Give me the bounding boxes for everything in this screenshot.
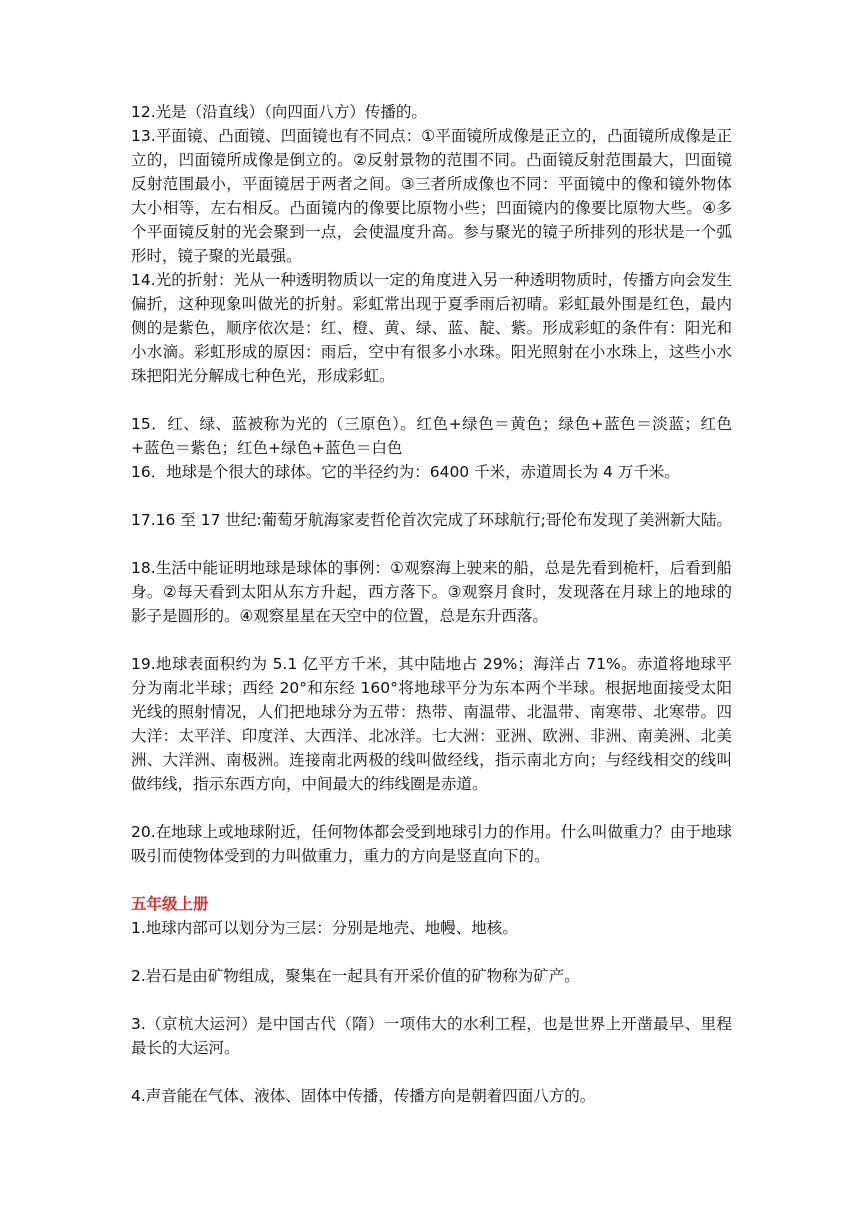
section-item-1: 1.地球内部可以划分为三层：分别是地壳、地幔、地核。 bbox=[131, 919, 518, 937]
spacer bbox=[131, 796, 732, 820]
spacer bbox=[131, 988, 732, 1012]
spacer bbox=[131, 628, 732, 652]
paragraph-13: 13.平面镜、凸面镜、凹面镜也有不同点：①平面镜所成像是正立的，凸面镜所成像是正立的，凹面镜所成像是倒立的。②反射景物的范围不同。凸面镜反射范围最大，凹面镜反射范围最小，平面镜居于两者之间。③三者所成像也不同：平面镜中的像和镜外物体大小相等，左右相反。凸面镜内的像要比原物小些；凹面镜内的像要比原物大些。④多个平面镜反射的光会聚到一点，会使温度升高。参与聚光的镜子所排列的形状是一个弧形时，镜子聚的光最强。 bbox=[131, 127, 732, 265]
paragraph-14: 14.光的折射：光从一种透明物质以一定的角度进入另一种透明物质时，传播方向会发生偏折，这种现象叫做光的折射。彩虹常出现于夏季雨后初晴。彩虹最外围是红色，最内侧的是紫色，顺序依次是：红、橙、黄、绿、蓝、靛、紫。形成彩虹的条件有：阳光和小水滴。彩虹形成的原因：雨后，空中有很多小水珠。阳光照射在小水珠上，这些小水珠把阳光分解成七种色光，形成彩虹。 bbox=[131, 271, 732, 385]
section-item-2: 2.岩石是由矿物组成，聚集在一起具有开采价值的矿物称为矿产。 bbox=[131, 967, 580, 985]
spacer bbox=[131, 868, 732, 892]
section-title-grade5-vol1: 五年级上册 bbox=[131, 895, 209, 913]
section-item-4: 4.声音能在气体、液体、固体中传播，传播方向是朝着四面八方的。 bbox=[131, 1087, 596, 1105]
spacer bbox=[131, 388, 732, 412]
paragraph-15: 15．红、绿、蓝被称为光的（三原色）。红色+绿色＝黄色；绿色+蓝色＝淡蓝；红色+蓝色＝紫色；红色+绿色+蓝色＝白色 bbox=[131, 415, 732, 457]
spacer bbox=[131, 940, 732, 964]
paragraph-17: 17.16 至 17 世纪:葡萄牙航海家麦哲伦首次完成了环球航行;哥伦布发现了美洲新大陆。 bbox=[131, 511, 732, 529]
paragraph-16: 16．地球是个很大的球体。它的半径约为：6400 千米，赤道周长为 4 万千米。 bbox=[131, 463, 680, 481]
paragraph-12: 12.光是（沿直线）（向四面八方）传播的。 bbox=[131, 103, 427, 121]
paragraph-19: 19.地球表面积约为 5.1 亿平方千米，其中陆地占 29%；海洋占 71%。赤道将地球平分为南北半球；西经 20°和东经 160°将地球平分为东本两个半球。根据地面接受太阳光线的照射情况，人们把地球分为五带：热带、南温带、北温带、南寒带、北寒带。四大洋：太平洋、印度洋、大西洋、北冰洋。七大洲：亚洲、欧洲、非洲、南美洲、北美洲、大洋洲、南极洲。连接南北两极的线叫做经线，指示南北方向；与经线相交的线叫做纬线，指示东西方向，中间最大的纬线圈是赤道。 bbox=[131, 655, 732, 793]
spacer bbox=[131, 484, 732, 508]
spacer bbox=[131, 532, 732, 556]
paragraph-18: 18.生活中能证明地球是球体的事例：①观察海上驶来的船，总是先看到桅杆，后看到船身。②每天看到太阳从东方升起，西方落下。③观察月食时，发现落在月球上的地球的影子是圆形的。④观察星星在天空中的位置，总是东升西落。 bbox=[131, 559, 732, 625]
paragraph-20: 20.在地球上或地球附近，任何物体都会受到地球引力的作用。什么叫做重力？由于地球吸引而使物体受到的力叫做重力，重力的方向是竖直向下的。 bbox=[131, 823, 732, 865]
section-item-3: 3.（京杭大运河）是中国古代（隋）一项伟大的水利工程，也是世界上开凿最早、里程最长的大运河。 bbox=[131, 1015, 732, 1057]
spacer bbox=[131, 1060, 732, 1084]
